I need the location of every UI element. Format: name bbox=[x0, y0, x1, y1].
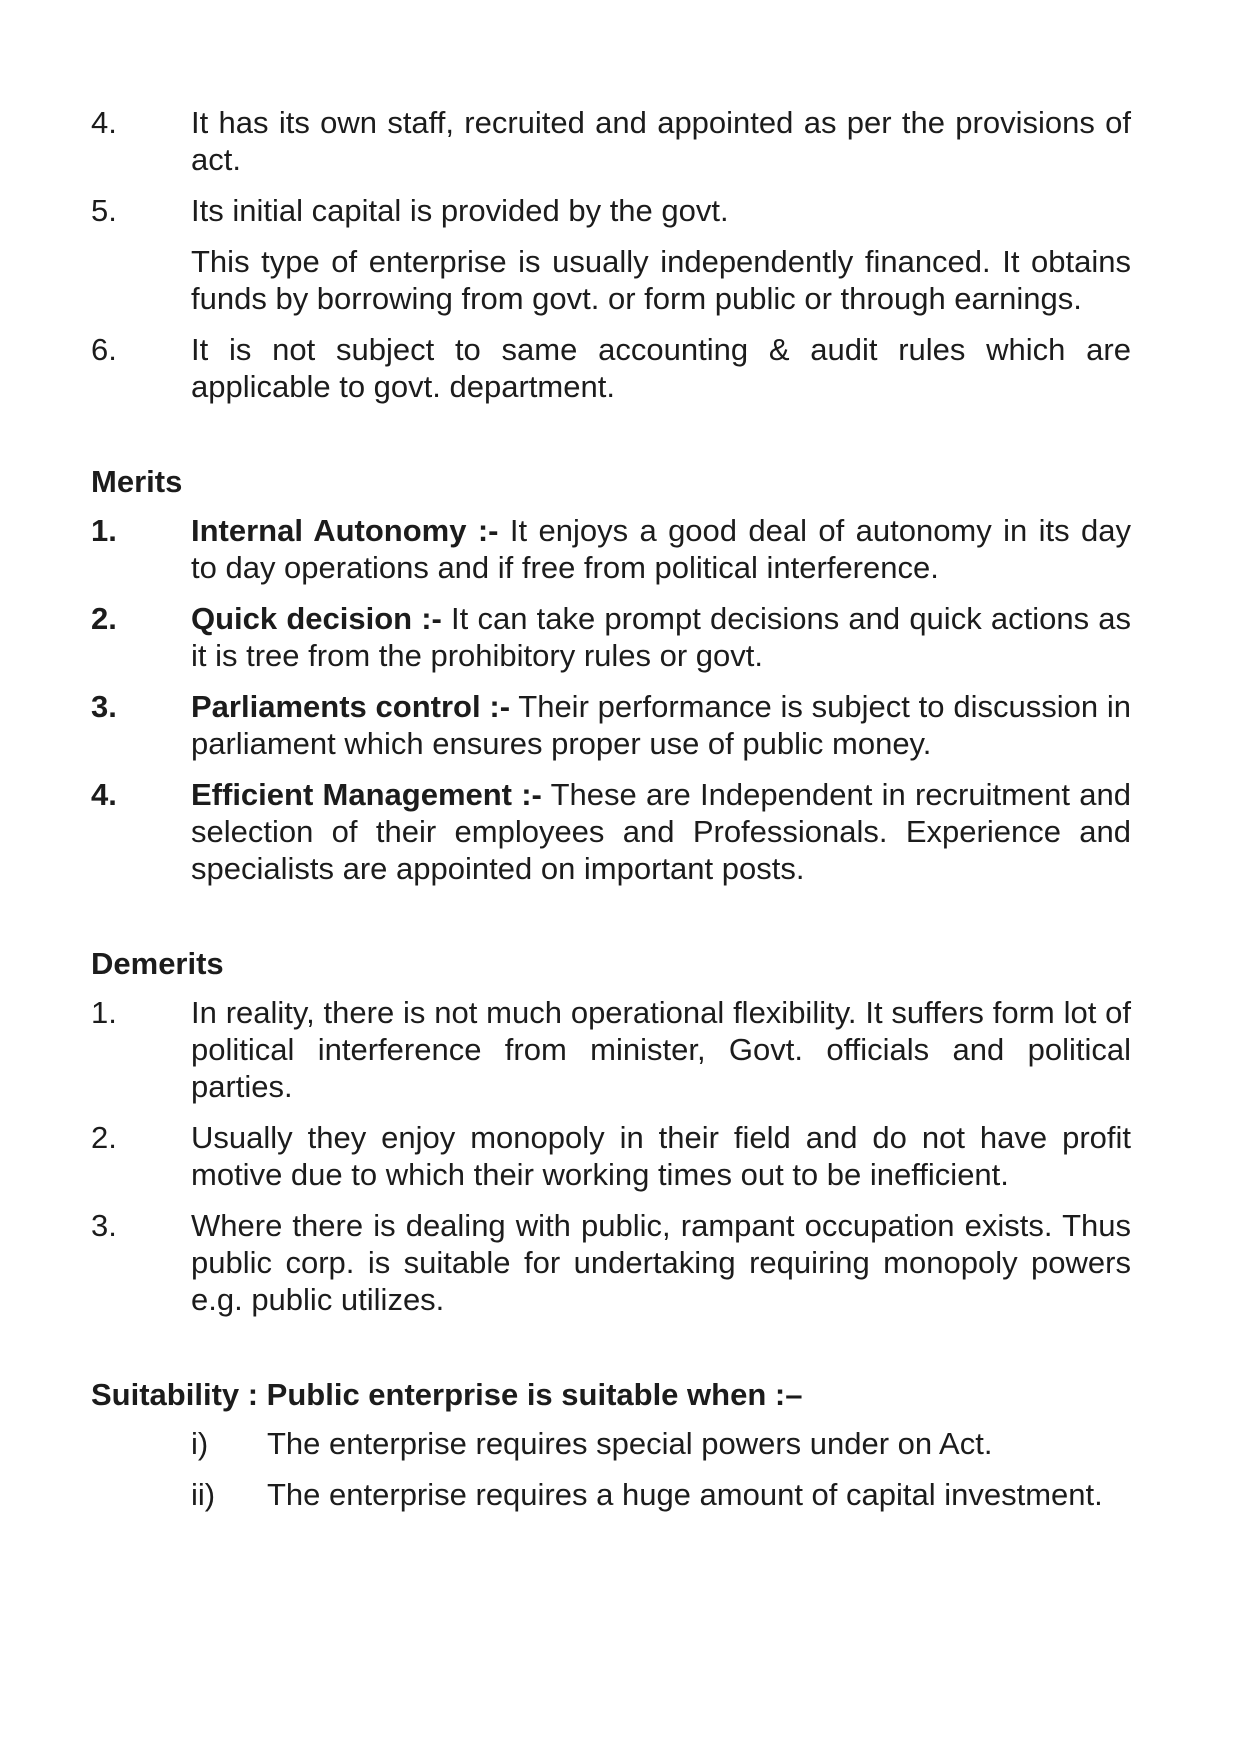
merit-item bbox=[91, 512, 1131, 586]
merit-term: Parliaments control :- bbox=[191, 689, 511, 724]
item-text: It is not subject to same accounting & audit rules which are applicable to govt. department. bbox=[191, 332, 1131, 404]
item-text: In reality, there is not much operational flexibility. It suffers form lot of political interference from minister, Govt. officials and political parties. bbox=[191, 995, 1131, 1104]
demerit-item bbox=[91, 1207, 1131, 1318]
item-number: 3. bbox=[91, 689, 117, 724]
suitability-heading: Suitability : Public enterprise is suitable when :– bbox=[91, 1377, 803, 1412]
merit-description: These are Independent in recruitment and selection of their employees and Professionals. Experience and specialists are appointed on important posts. bbox=[191, 777, 1131, 886]
item-text: The enterprise requires special powers under on Act. bbox=[267, 1426, 993, 1461]
item-text bbox=[191, 600, 1131, 674]
item-number: 6. bbox=[91, 332, 117, 367]
demerits-heading: Demerits bbox=[91, 946, 224, 981]
item-text: The enterprise requires a huge amount of capital investment. bbox=[267, 1477, 1103, 1512]
merits-heading: Merits bbox=[91, 464, 183, 499]
item-number: 2. bbox=[91, 601, 117, 636]
item-number: ii) bbox=[191, 1477, 216, 1512]
item-text bbox=[191, 512, 1131, 586]
item-number: 4. bbox=[91, 777, 117, 812]
merit-term: Internal Autonomy :- bbox=[191, 513, 499, 548]
suitability-item bbox=[191, 1476, 1131, 1513]
item-text bbox=[191, 688, 1131, 762]
feature-5-note: This type of enterprise is usually independently financed. It obtains funds by borrowing from govt. or form public or through earnings. bbox=[191, 244, 1131, 316]
feature-item-6 bbox=[91, 331, 1131, 405]
merit-item bbox=[91, 776, 1131, 887]
merit-description: It can take prompt decisions and quick actions as it is tree from the prohibitory rules or govt. bbox=[191, 601, 1131, 673]
merit-description: Their performance is subject to discussion in parliament which ensures proper use of public money. bbox=[191, 689, 1131, 761]
item-text: Usually they enjoy monopoly in their field and do not have profit motive due to which their working times out to be inefficient. bbox=[191, 1120, 1131, 1192]
item-number: i) bbox=[191, 1426, 209, 1461]
item-number: 5. bbox=[91, 193, 117, 228]
merit-term: Efficient Management :- bbox=[191, 777, 542, 812]
item-number: 4. bbox=[91, 105, 117, 140]
item-text: Its initial capital is provided by the govt. bbox=[191, 193, 729, 228]
feature-item-5 bbox=[91, 192, 1131, 229]
demerit-item bbox=[91, 994, 1131, 1105]
feature-item-4 bbox=[91, 104, 1131, 178]
merit-description: It enjoys a good deal of autonomy in its day to day operations and if free from political interference. bbox=[191, 513, 1131, 585]
merit-term: Quick decision :- bbox=[191, 601, 442, 636]
item-number: 3. bbox=[91, 1208, 117, 1243]
item-text bbox=[191, 776, 1131, 887]
item-text: It has its own staff, recruited and appointed as per the provisions of act. bbox=[191, 105, 1131, 177]
item-number: 1. bbox=[91, 513, 117, 548]
demerit-item bbox=[91, 1119, 1131, 1193]
document-page bbox=[91, 104, 1131, 1527]
item-text: Where there is dealing with public, rampant occupation exists. Thus public corp. is suitable for undertaking requiring monopoly powers e.g. public utilizes. bbox=[191, 1208, 1131, 1317]
item-number: 1. bbox=[91, 995, 117, 1030]
merit-item bbox=[91, 600, 1131, 674]
merit-item bbox=[91, 688, 1131, 762]
item-number: 2. bbox=[91, 1120, 117, 1155]
suitability-item bbox=[191, 1425, 1131, 1462]
